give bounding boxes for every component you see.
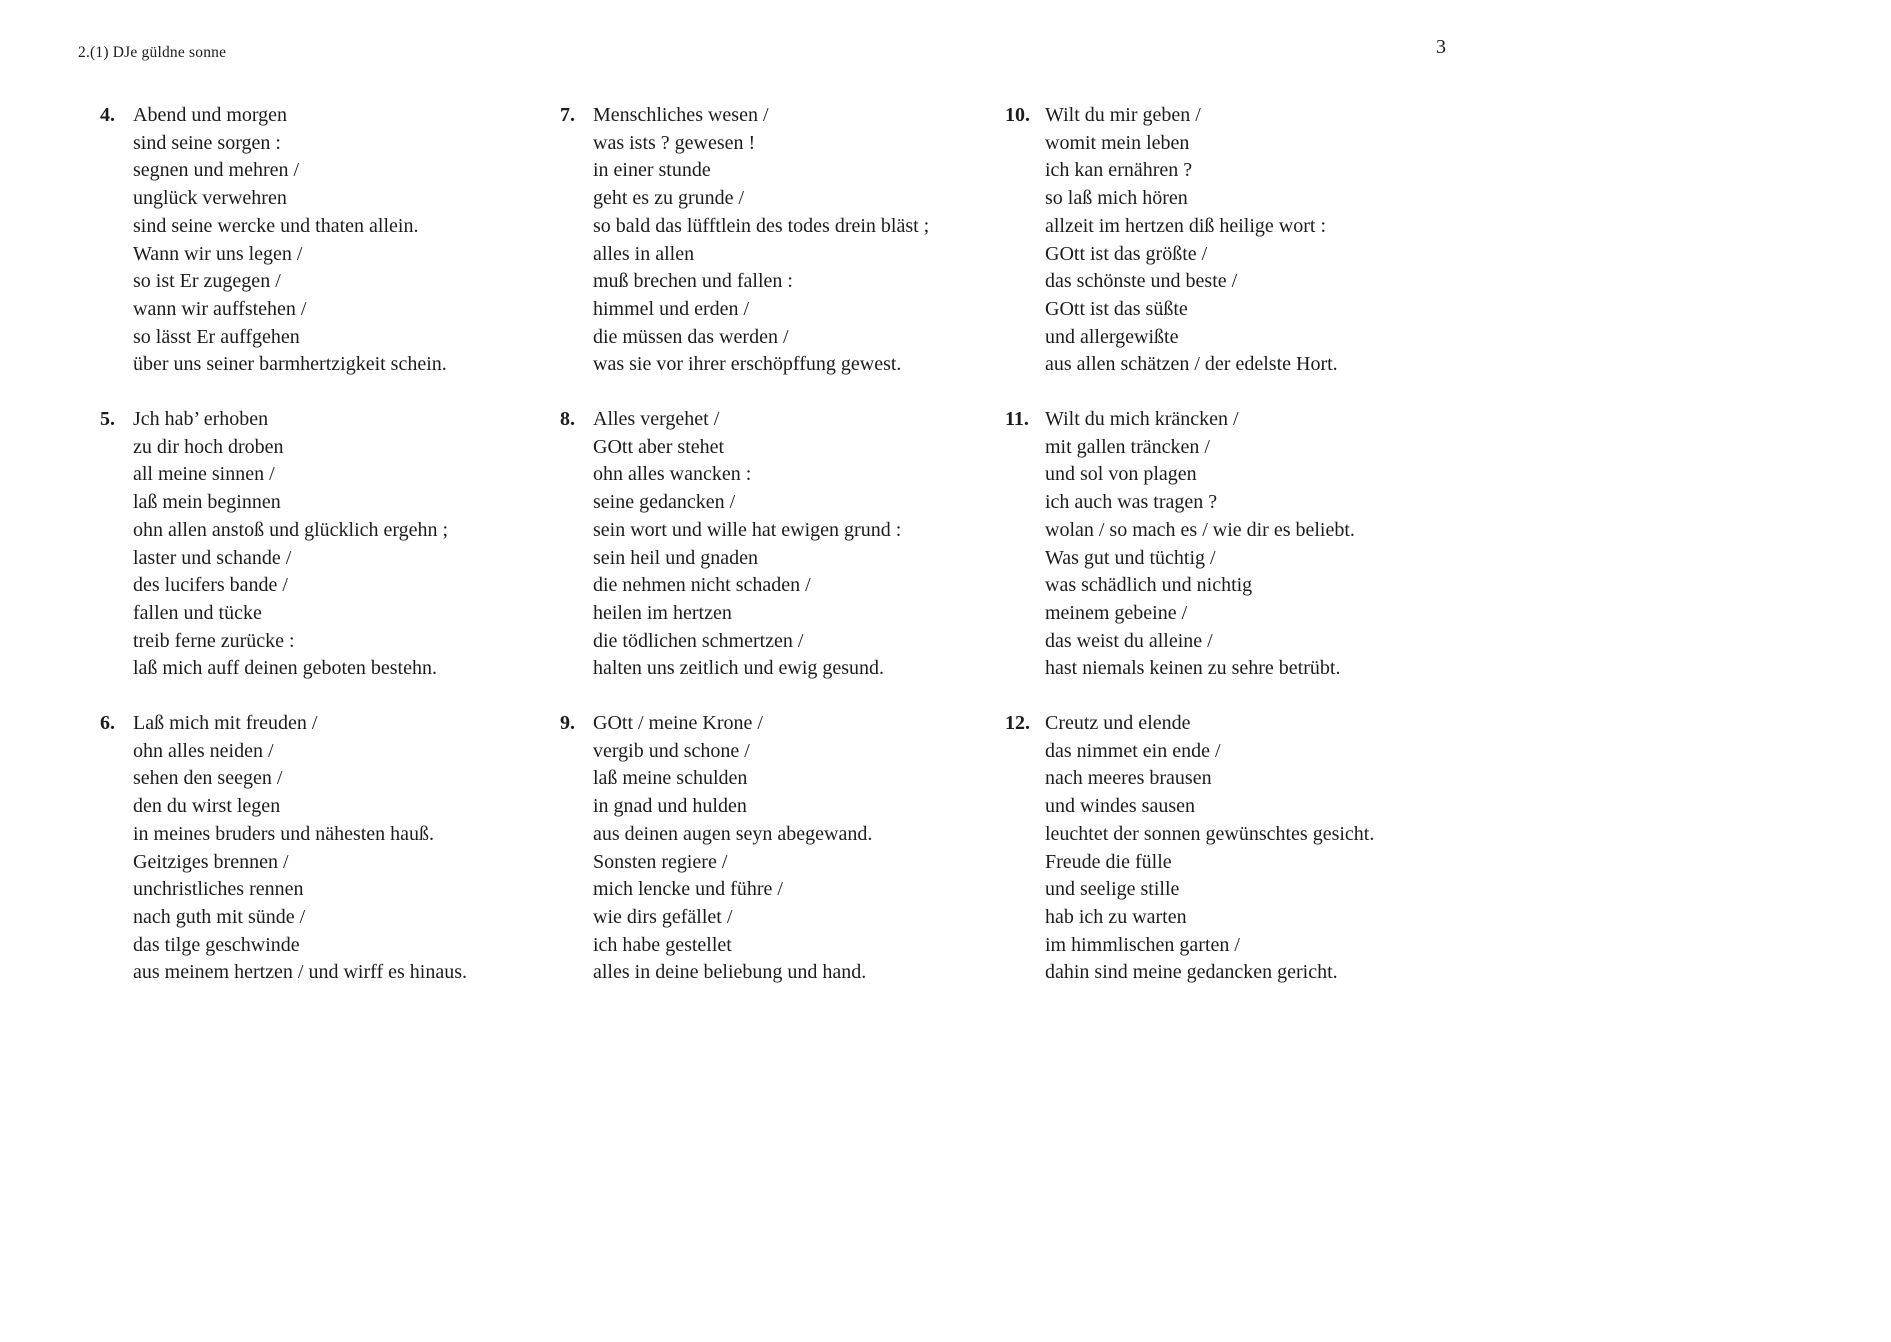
verse-line: ohn alles wancken : [593, 463, 752, 486]
stanza-lines [1045, 102, 1475, 379]
verse-line: womit mein leben [1045, 131, 1190, 154]
verse-line: geht es zu grunde / [593, 187, 745, 210]
verse-line: in gnad und hulden [593, 795, 747, 818]
verse-line: über uns seiner barmhertzigkeit schein. [133, 353, 447, 376]
verse-line: laß mich auff deinen geboten bestehn. [133, 657, 437, 680]
verse-line: und seelige stille [1045, 878, 1180, 901]
running-head: 2.(1) DJe güldne sonne [78, 44, 227, 61]
verse-line: aus meinem hertzen / und wirff es hinaus. [133, 961, 467, 984]
verse-line: Jch hab’ erhoben [133, 408, 269, 431]
verse-line: dahin sind meine gedancken gericht. [1045, 961, 1338, 984]
verse-line: in einer stunde [593, 159, 711, 182]
verse-line: ohn alles neiden / [133, 739, 274, 762]
verse-line: Wilt du mich kräncken / [1045, 408, 1239, 431]
stanza [1005, 710, 1475, 987]
verse-line: sind seine sorgen : [133, 131, 281, 154]
verse-line: sein heil und gnaden [593, 546, 758, 569]
verse-line: wann wir auffstehen / [133, 297, 307, 320]
stanza [1005, 102, 1475, 379]
verse-line: ich kan ernähren ? [1045, 159, 1193, 182]
verse-line: treib ferne zurücke : [133, 629, 295, 652]
verse-line: heilen im hertzen [593, 601, 732, 624]
text-column [560, 102, 1010, 1014]
verse-line: hab ich zu warten [1045, 905, 1187, 928]
verse-line: meinem gebeine / [1045, 601, 1188, 624]
verse-line: das tilge geschwinde [133, 933, 300, 956]
verse-line: zu dir hoch droben [133, 435, 284, 458]
verse-line: nach meeres brausen [1045, 767, 1212, 790]
stanza [1005, 406, 1475, 683]
stanza-lines [593, 406, 1010, 683]
verse-line: was sie vor ihrer erschöpffung gewest. [593, 353, 902, 376]
verse-line: im himmlischen garten / [1045, 933, 1240, 956]
verse-line: und allergewißte [1045, 325, 1179, 348]
verse-line: GOtt ist das größte / [1045, 242, 1208, 265]
stanza-number: 4. [100, 104, 115, 126]
stanza-lines [593, 710, 1010, 987]
stanza-number: 6. [100, 712, 115, 735]
verse-line: Freude die fülle [1045, 850, 1172, 873]
verse-line: mit gallen träncken / [1045, 435, 1210, 458]
stanza-number: 11. [1005, 408, 1029, 431]
stanza-lines [593, 102, 1010, 379]
verse-line: mich lencke und führe / [593, 878, 783, 901]
verse-line: unchristliches rennen [133, 878, 304, 901]
verse-line: Geitziges brennen / [133, 850, 289, 873]
verse-line: GOtt ist das süßte [1045, 297, 1188, 320]
verse-line: das schönste und beste / [1045, 270, 1238, 293]
stanza-number: 12. [1005, 712, 1030, 735]
verse-line: Creutz und elende [1045, 712, 1191, 735]
stanza-number: 5. [100, 408, 115, 431]
verse-line: seine gedancken / [593, 491, 736, 514]
verse-line: Was gut und tüchtig / [1045, 546, 1216, 569]
verse-line: wie dirs gefället / [593, 905, 733, 928]
verse-line: sind seine wercke und thaten allein. [133, 214, 419, 237]
verse-line: alles in deine beliebung und hand. [593, 961, 867, 984]
verse-line: Wilt du mir geben / [1045, 104, 1201, 126]
verse-line: segnen und mehren / [133, 159, 300, 182]
verse-line: des lucifers bande / [133, 574, 288, 597]
verse-line: laß meine schulden [593, 767, 748, 790]
stanza-lines [133, 102, 555, 379]
verse-line: und windes sausen [1045, 795, 1195, 818]
stanza-number: 8. [560, 408, 575, 431]
stanza [100, 406, 555, 683]
verse-line: Menschliches wesen / [593, 104, 769, 126]
stanza [560, 102, 1010, 379]
verse-line: die tödlichen schmertzen / [593, 629, 804, 652]
verse-line: so lässt Er auffgehen [133, 325, 300, 348]
verse-line: fallen und tücke [133, 601, 262, 624]
verse-line: hast niemals keinen zu sehre betrübt. [1045, 657, 1341, 680]
stanza-number: 9. [560, 712, 575, 735]
verse-line: aus allen schätzen / der edelste Hort. [1045, 353, 1338, 376]
verse-line: laster und schande / [133, 546, 292, 569]
verse-line: das nimmet ein ende / [1045, 739, 1221, 762]
stanza [560, 710, 1010, 987]
verse-line: allzeit im hertzen diß heilige wort : [1045, 214, 1327, 237]
stanza [100, 102, 555, 379]
stanza [560, 406, 1010, 683]
verse-line: Laß mich mit freuden / [133, 712, 318, 735]
verse-line: wolan / so mach es / wie dir es beliebt. [1045, 518, 1355, 541]
verse-line: alles in allen [593, 242, 695, 265]
text-column [1005, 102, 1475, 1014]
stanza-lines [1045, 406, 1475, 683]
verse-line: das weist du alleine / [1045, 629, 1213, 652]
verse-line: vergib und schone / [593, 739, 750, 762]
stanza-number: 10. [1005, 104, 1030, 126]
verse-line: laß mein beginnen [133, 491, 281, 514]
verse-line: Wann wir uns legen / [133, 242, 303, 265]
page-number: 3 [1436, 36, 1446, 58]
verse-line: leuchtet der sonnen gewünschtes gesicht. [1045, 822, 1375, 845]
verse-line: die nehmen nicht schaden / [593, 574, 811, 597]
verse-line: muß brechen und fallen : [593, 270, 793, 293]
verse-line: so bald das lüfftlein des todes drein bläst ; [593, 214, 930, 237]
verse-line: halten uns zeitlich und ewig gesund. [593, 657, 885, 680]
text-column [100, 102, 555, 1014]
verse-line: in meines bruders und nähesten hauß. [133, 822, 435, 845]
verse-line: so ist Er zugegen / [133, 270, 281, 293]
verse-line: was ists ? gewesen ! [593, 131, 756, 154]
verse-line: was schädlich und nichtig [1045, 574, 1253, 597]
verse-line: aus deinen augen seyn abegewand. [593, 822, 873, 845]
verse-line: unglück verwehren [133, 187, 287, 210]
stanza [100, 710, 555, 987]
verse-line: himmel und erden / [593, 297, 750, 320]
verse-line: sehen den seegen / [133, 767, 283, 790]
verse-line: und sol von plagen [1045, 463, 1197, 486]
verse-line: GOtt / meine Krone / [593, 712, 763, 735]
stanza-lines [133, 710, 555, 987]
verse-line: Sonsten regiere / [593, 850, 728, 873]
verse-line: die müssen das werden / [593, 325, 789, 348]
verse-line: Alles vergehet / [593, 408, 720, 431]
verse-line: ohn allen anstoß und glücklich ergehn ; [133, 518, 449, 541]
verse-line: ich auch was tragen ? [1045, 491, 1218, 514]
verse-line: den du wirst legen [133, 795, 281, 818]
stanza-lines [133, 406, 555, 683]
verse-line: GOtt aber stehet [593, 435, 725, 458]
verse-line: ich habe gestellet [593, 933, 732, 956]
verse-line: nach guth mit sünde / [133, 905, 306, 928]
verse-line: so laß mich hören [1045, 187, 1188, 210]
stanza-number: 7. [560, 104, 575, 126]
verse-line: all meine sinnen / [133, 463, 275, 486]
verse-line: Abend und morgen [133, 104, 288, 126]
verse-line: sein wort und wille hat ewigen grund : [593, 518, 902, 541]
stanza-lines [1045, 710, 1475, 987]
